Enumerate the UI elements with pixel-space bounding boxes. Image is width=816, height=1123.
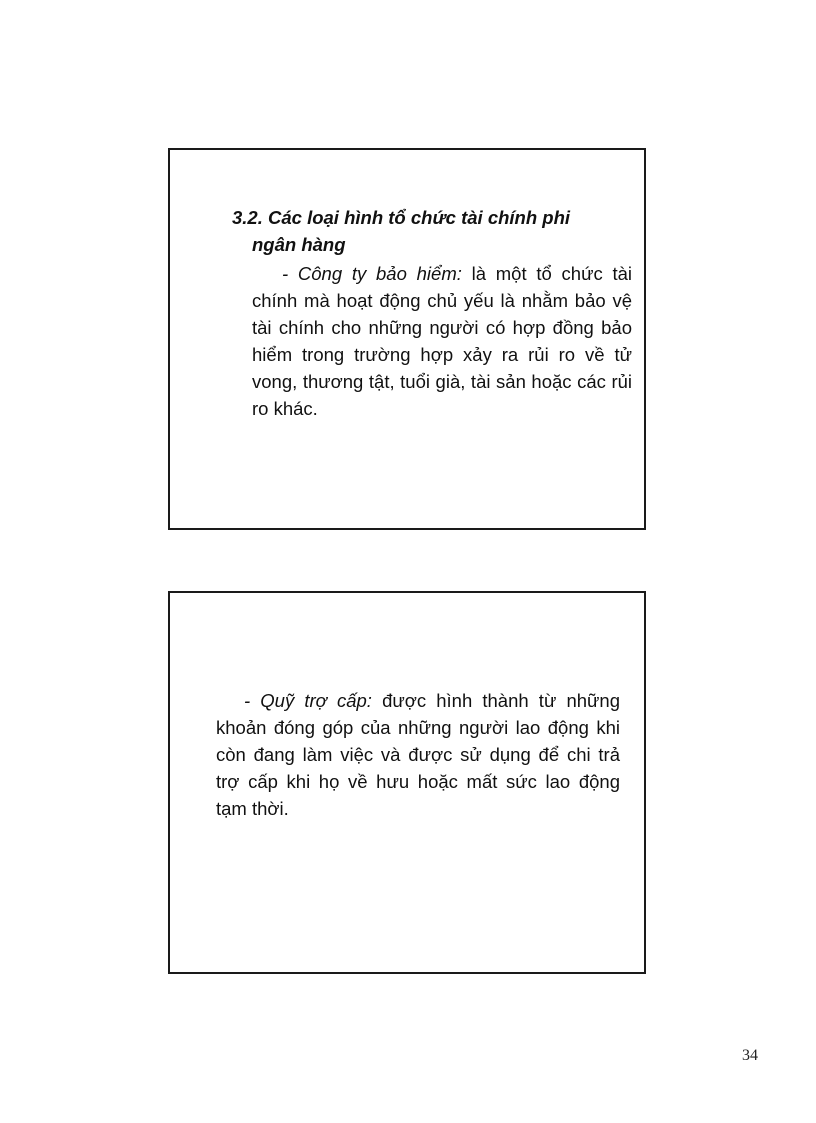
pension-fund-term: - Quỹ trợ cấp: (244, 690, 372, 711)
insurance-company-definition: là một tổ chức tài chính mà hoạt động chủ yếu là nhằm bảo vệ tài chính cho những người có hợp đồng bảo hiểm trong trường hợp xảy ra rủi ro về tử vong, thương tật, tuổi già, tài sản hoặc các rủi ro khác. (252, 263, 632, 419)
pension-fund-paragraph (216, 687, 620, 822)
slide-1 (168, 148, 646, 530)
slide-2 (168, 591, 646, 974)
page-number: 34 (742, 1047, 758, 1064)
insurance-company-paragraph (252, 260, 632, 422)
insurance-company-term: - Công ty bảo hiểm: (282, 263, 462, 284)
section-heading: 3.2. Các loại hình tổ chức tài chính phi ngân hàng (232, 207, 571, 255)
pension-fund-definition: được hình thành từ những khoản đóng góp của những người lao động khi còn đang làm việc và được sử dụng để chi trả trợ cấp khi họ về hưu hoặc mất sức lao động tạm thời. (216, 690, 620, 819)
